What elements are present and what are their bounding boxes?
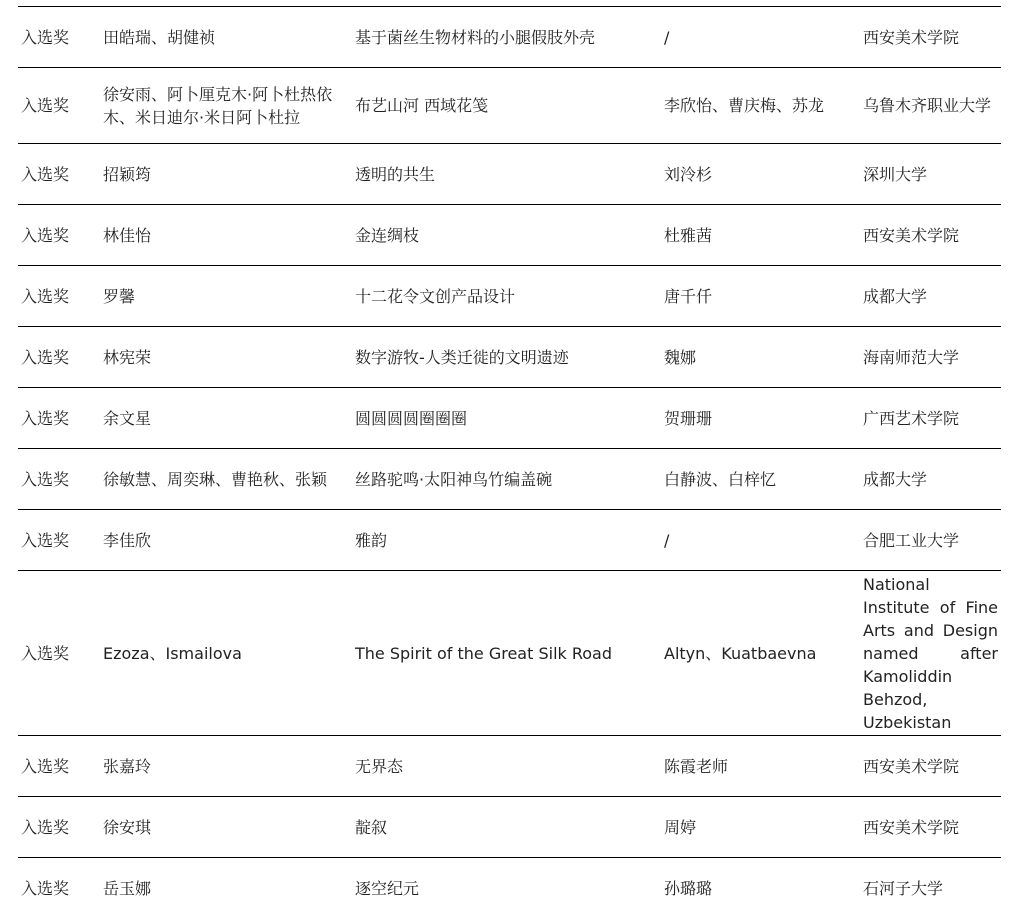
advisor-cell: 魏娜 xyxy=(661,327,860,388)
author-cell: 林宪荣 xyxy=(100,327,352,388)
award-cell: 入选奖 xyxy=(18,510,100,571)
author-cell: 徐安琪 xyxy=(100,797,352,858)
advisor-cell: 周婷 xyxy=(661,797,860,858)
advisor-cell: 杜雅茜 xyxy=(661,205,860,266)
table-row xyxy=(18,68,1001,144)
award-cell: 入选奖 xyxy=(18,736,100,797)
advisor-cell: 贺珊珊 xyxy=(661,388,860,449)
school-cell: 西安美术学院 xyxy=(860,736,1001,797)
school-cell: 成都大学 xyxy=(860,449,1001,510)
award-cell: 入选奖 xyxy=(18,388,100,449)
advisor-cell: 陈霞老师 xyxy=(661,736,860,797)
title-cell: 丝路驼鸣·太阳神鸟竹编盖碗 xyxy=(352,449,661,510)
advisor-cell: 李欣怡、曹庆梅、苏龙 xyxy=(661,68,860,144)
table-row xyxy=(18,449,1001,510)
title-cell: The Spirit of the Great Silk Road xyxy=(352,571,661,736)
school-cell: 合肥工业大学 xyxy=(860,510,1001,571)
table-row xyxy=(18,205,1001,266)
title-cell: 逐空纪元 xyxy=(352,858,661,918)
table-row xyxy=(18,266,1001,327)
title-cell: 基于菌丝生物材料的小腿假肢外壳 xyxy=(352,7,661,68)
table-row xyxy=(18,571,1001,736)
school-cell: 深圳大学 xyxy=(860,144,1001,205)
advisor-cell: 白静波、白梓忆 xyxy=(661,449,860,510)
school-cell: 西安美术学院 xyxy=(860,205,1001,266)
award-cell: 入选奖 xyxy=(18,7,100,68)
author-cell: 徐安雨、阿卜厘克木·阿卜杜热依木、米日迪尔·米日阿卜杜拉 xyxy=(100,68,352,144)
award-cell: 入选奖 xyxy=(18,449,100,510)
advisor-cell: / xyxy=(661,510,860,571)
author-cell: 林佳怡 xyxy=(100,205,352,266)
author-cell: 招颖筠 xyxy=(100,144,352,205)
awards-table xyxy=(18,6,1001,918)
table-row xyxy=(18,7,1001,68)
title-cell: 数字游牧-人类迁徙的文明遗迹 xyxy=(352,327,661,388)
advisor-cell: 刘泠杉 xyxy=(661,144,860,205)
advisor-cell: Altyn、Kuatbaevna xyxy=(661,571,860,736)
author-cell: 李佳欣 xyxy=(100,510,352,571)
award-cell: 入选奖 xyxy=(18,205,100,266)
title-cell: 圆圆圆圆圈圈圈 xyxy=(352,388,661,449)
table-row xyxy=(18,510,1001,571)
title-cell: 金连绸枝 xyxy=(352,205,661,266)
award-cell: 入选奖 xyxy=(18,797,100,858)
award-cell: 入选奖 xyxy=(18,144,100,205)
school-cell: 成都大学 xyxy=(860,266,1001,327)
author-cell: 徐敏慧、周奕琳、曹艳秋、张颖 xyxy=(100,449,352,510)
author-cell: 张嘉玲 xyxy=(100,736,352,797)
table-row xyxy=(18,797,1001,858)
title-cell: 雅韵 xyxy=(352,510,661,571)
school-cell: National Institute of Fine Arts and Design named after Kamoliddin Behzod, Uzbekistan xyxy=(860,571,1001,736)
author-cell: 岳玉娜 xyxy=(100,858,352,918)
advisor-cell: 唐千仟 xyxy=(661,266,860,327)
title-cell: 布艺山河 西域花笺 xyxy=(352,68,661,144)
title-cell: 无界态 xyxy=(352,736,661,797)
table-row xyxy=(18,388,1001,449)
school-cell: 西安美术学院 xyxy=(860,797,1001,858)
school-cell: 西安美术学院 xyxy=(860,7,1001,68)
table-row xyxy=(18,144,1001,205)
author-cell: 田皓瑞、胡健祯 xyxy=(100,7,352,68)
school-cell: 石河子大学 xyxy=(860,858,1001,918)
school-cell: 乌鲁木齐职业大学 xyxy=(860,68,1001,144)
title-cell: 靛叙 xyxy=(352,797,661,858)
award-cell: 入选奖 xyxy=(18,327,100,388)
award-cell: 入选奖 xyxy=(18,266,100,327)
table-row xyxy=(18,736,1001,797)
author-cell: 罗馨 xyxy=(100,266,352,327)
advisor-cell: / xyxy=(661,7,860,68)
award-cell: 入选奖 xyxy=(18,571,100,736)
award-cell: 入选奖 xyxy=(18,858,100,918)
title-cell: 透明的共生 xyxy=(352,144,661,205)
table-row xyxy=(18,327,1001,388)
school-cell: 海南师范大学 xyxy=(860,327,1001,388)
title-cell: 十二花令文创产品设计 xyxy=(352,266,661,327)
author-cell: 余文星 xyxy=(100,388,352,449)
table-row xyxy=(18,858,1001,918)
award-cell: 入选奖 xyxy=(18,68,100,144)
author-cell: Ezoza、Ismailova xyxy=(100,571,352,736)
school-cell: 广西艺术学院 xyxy=(860,388,1001,449)
advisor-cell: 孙璐璐 xyxy=(661,858,860,918)
